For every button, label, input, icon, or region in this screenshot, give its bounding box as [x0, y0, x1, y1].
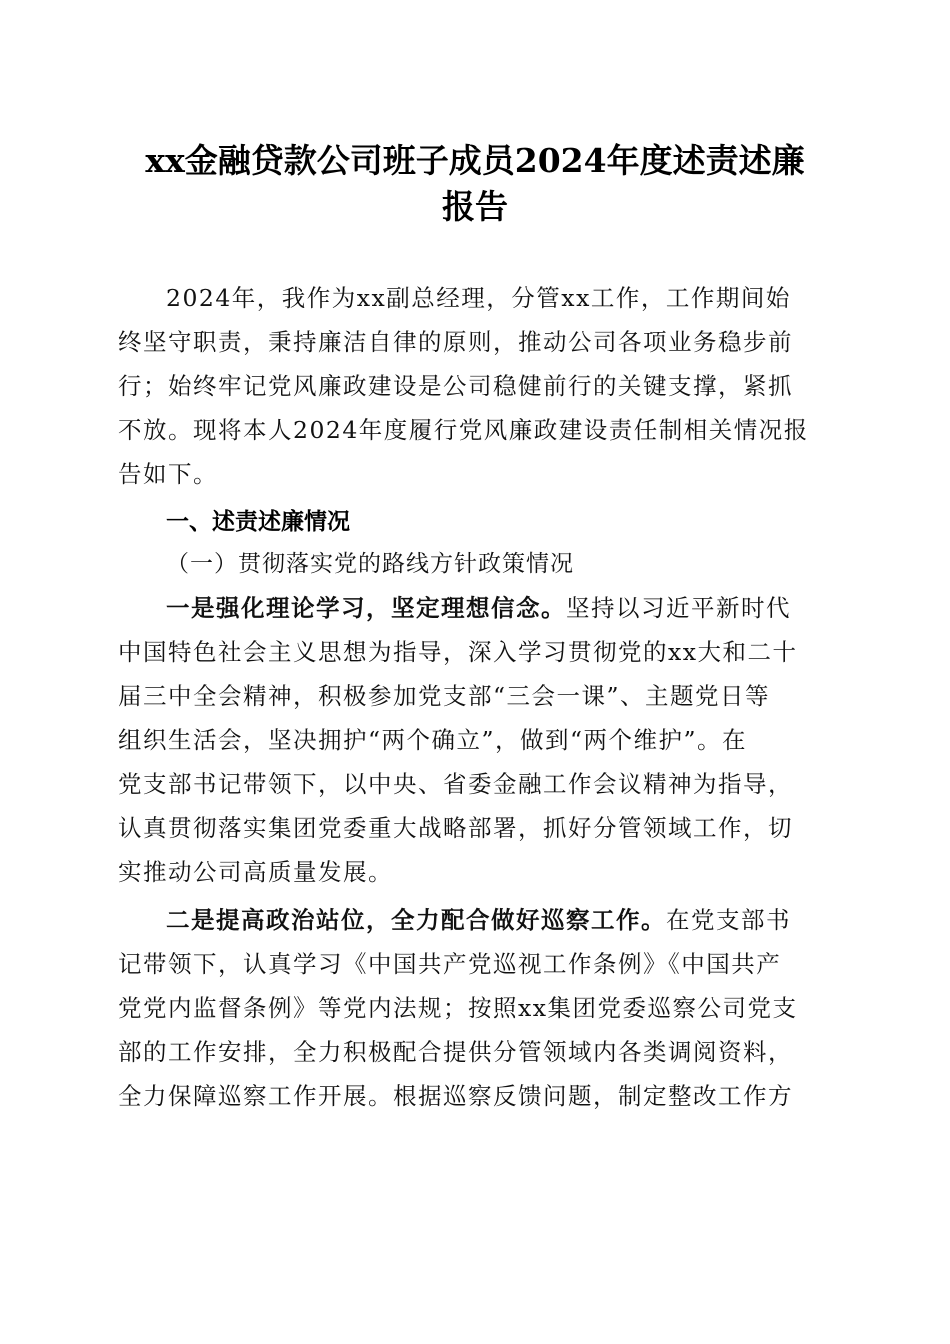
- title-line-2: 报告: [442, 187, 508, 226]
- paragraph-text: 坚持以习近平新时代: [566, 594, 791, 622]
- paragraph-first-line: [118, 898, 832, 942]
- paragraph-inspection: [118, 898, 832, 1118]
- paragraph-line: 党支部书记带领下，以中央、省委金融工作会议精神为指导，: [118, 770, 793, 798]
- paragraph-text: 在党支部书: [666, 906, 791, 934]
- paragraph-line: 中国特色社会主义思想为指导，深入学习贯彻党的xx大和二十: [118, 638, 798, 666]
- intro-line: 2024年，我作为xx副总经理，分管xx工作，工作期间始: [166, 284, 791, 312]
- intro-line: 终坚守职责，秉持廉洁自律的原则，推动公司各项业务稳步前: [118, 328, 793, 356]
- section-heading: 一、述责述廉情况: [166, 509, 350, 535]
- paragraph-line: 记带领下，认真学习《中国共产党巡视工作条例》《中国共产: [118, 950, 782, 978]
- document-title: [118, 138, 832, 230]
- paragraph-lead: 二是提高政治站位，全力配合做好巡察工作。: [166, 906, 666, 934]
- paragraph-line: 实推动公司高质量发展。: [118, 858, 393, 886]
- paragraph-line: 组织生活会，坚决拥护“两个确立”，做到“两个维护”。在: [118, 726, 748, 754]
- subsection-heading: （一）贯彻落实党的路线方针政策情况: [166, 551, 574, 577]
- intro-line: 告如下。: [118, 460, 218, 488]
- paragraph-line: 部的工作安排，全力积极配合提供分管领域内各类调阅资料，: [118, 1038, 793, 1066]
- paragraph-lead: 一是强化理论学习，坚定理想信念。: [166, 594, 566, 622]
- paragraph-line: 全力保障巡察工作开展。根据巡察反馈问题，制定整改工作方: [118, 1082, 793, 1110]
- intro-line: 不放。现将本人2024年度履行党风廉政建设责任制相关情况报: [118, 416, 809, 444]
- paragraph-theory-study: [118, 586, 832, 894]
- intro-line: 行；始终牢记党风廉政建设是公司稳健前行的关键支撑，紧抓: [118, 372, 793, 400]
- paragraph-line: 党党内监督条例》等党内法规；按照xx集团党委巡察公司党支: [118, 994, 798, 1022]
- intro-paragraph: [118, 276, 832, 496]
- paragraph-line: 认真贯彻落实集团党委重大战略部署，抓好分管领域工作，切: [118, 814, 793, 842]
- paragraph-line: 届三中全会精神，积极参加党支部“三会一课”、主题党日等: [118, 682, 771, 710]
- paragraph-first-line: [118, 586, 832, 630]
- title-line-1: xx金融贷款公司班子成员2024年度述责述廉: [145, 141, 805, 180]
